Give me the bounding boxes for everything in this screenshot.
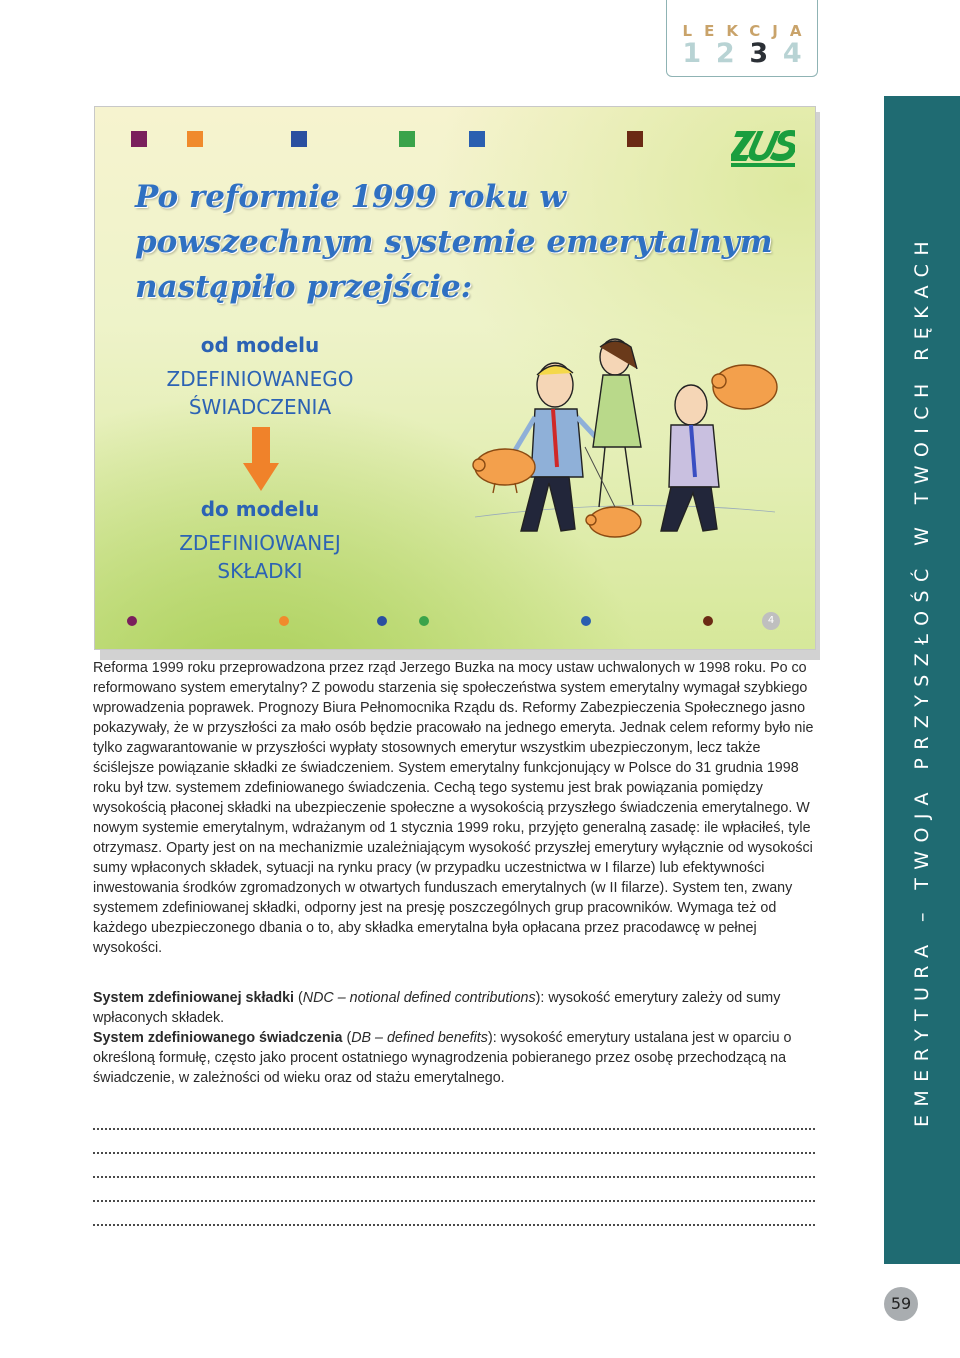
accent-square-4 [399, 131, 415, 147]
from-model-line1: ZDEFINIOWANEGO [166, 367, 354, 391]
answer-line[interactable] [93, 1152, 815, 1154]
zus-logo [731, 129, 795, 169]
answer-lines[interactable] [93, 1128, 815, 1248]
from-model-line2: ŚWIADCZENIA [188, 395, 332, 419]
accent-square-5 [469, 131, 485, 147]
to-model-label: do modelu [200, 497, 320, 521]
definition-ndc-abbr: NDC – notional defined contributions [302, 990, 536, 1006]
accent-dot-6 [703, 616, 713, 626]
definition-db-text: ): wysokość emerytury ustalana jest w oparciu o określoną formułę, często jako procent ostatniego wynagrodzenia pobieranego przez osobę przechodzącą na świadczenie, w zależności od wieku oraz od stażu emerytalnego. [93, 1030, 792, 1086]
definition-db-abbr: DB – defined benefits [351, 1030, 488, 1046]
lesson-number-4: 4 [782, 38, 802, 69]
lesson-numbers [675, 38, 809, 69]
arrow-down-icon [243, 427, 279, 491]
answer-line[interactable] [93, 1224, 815, 1226]
accent-dot-3 [377, 616, 387, 626]
lesson-number-3: 3 [749, 38, 769, 69]
body-text [93, 658, 821, 958]
definition-ndc [93, 988, 821, 1028]
definition-db [93, 1028, 821, 1088]
accent-square-1 [131, 131, 147, 147]
answer-line[interactable] [93, 1176, 815, 1178]
side-band-text: EMERYTURA – TWOJA PRZYSZŁOŚĆ W TWOICH RĘKACH [911, 232, 933, 1128]
definition-ndc-text: ): wysokość emerytury zależy od sumy wpłaconych składek. [93, 990, 781, 1026]
accent-dot-5 [581, 616, 591, 626]
definitions [93, 988, 821, 1088]
presentation-slide [94, 106, 816, 650]
definition-ndc-term: System zdefiniowanej składki [93, 990, 295, 1006]
definition-db-term: System zdefiniowanego świadczenia [93, 1030, 343, 1046]
accent-square-2 [187, 131, 203, 147]
to-model-line2: SKŁADKI [217, 559, 303, 583]
from-model-label: od modelu [200, 333, 320, 357]
slide-title: Po reformie 1999 roku w powszechnym systemie emerytalnym nastąpiło przejście: [135, 179, 773, 305]
lesson-indicator [666, 0, 818, 77]
answer-line[interactable] [93, 1128, 815, 1130]
lesson-label: LEKCJA [682, 22, 814, 40]
piggy-bank-walkers-illustration [465, 317, 785, 547]
definition-db-open: ( [342, 1030, 352, 1046]
accent-square-3 [291, 131, 307, 147]
page-number: 59 [884, 1287, 918, 1321]
lesson-number-2: 2 [715, 38, 735, 69]
accent-dot-2 [279, 616, 289, 626]
answer-line[interactable] [93, 1200, 815, 1202]
accent-square-6 [627, 131, 643, 147]
slide-number: 4 [762, 612, 780, 630]
accent-dot-1 [127, 616, 137, 626]
accent-dot-4 [419, 616, 429, 626]
definition-ndc-open: ( [294, 990, 303, 1006]
lesson-number-1: 1 [682, 38, 702, 69]
to-model-line1: ZDEFINIOWANEJ [179, 531, 341, 555]
body-paragraph: Reforma 1999 roku przeprowadzona przez rząd Jerzego Buzka na mocy ustaw uchwalonych w 1998 roku. Po co reformowano system emerytalny? Z powodu starzenia się społeczeństwa system emerytalny wymagał szybkiego wprowadzenia poprawek. Prognozy Biura Pełnomocnika Rządu ds. Reformy Zabezpieczenia Społecznego jasno pokazywały, że w przyszłości za mało osób będzie pracowało na jednego emeryta. Jednak celem reformy było nie tylko zagwarantowanie w przyszłości wypłaty stosownych emerytur wszystkim ubezpieczonym, lecz także ściślejsze powiązanie składki ze świadczeniem. System emerytalny funkcjonujący w Polsce do 31 grudnia 1998 roku był tzw. systemem zdefiniowanego świadczenia. Cechą tego systemu jest brak powiązania pomiędzy wysokością płaconej składki na ubezpieczenie społeczne a wysokością przyszłego świadczenia emerytalnego. W nowym systemie emerytalnym, wdrażanym od 1 stycznia 1999 roku, przyjęto generalną zasadę: ile wpłaciłeś, tyle otrzymasz. Oparty jest on na mechanizmie uzależniającym wysokość przyszłej emerytury wyłącznie od wysokości sumy wpłaconych składek, sytuacji na rynku pracy (w przypadku uczestnictwa w I filarze) lub efektywności inwestowania środków zgromadzonych w otwartych funduszach emerytalnych (w II filarze). System ten, zwany systemem zdefiniowanej składki, odporny jest na presję poszczególnych grup pracowników. Wymaga też od każdego ubezpieczonego dbania o to, aby składka emerytalna była opłacana przez pracodawcę w pełnej wysokości. [93, 660, 814, 956]
